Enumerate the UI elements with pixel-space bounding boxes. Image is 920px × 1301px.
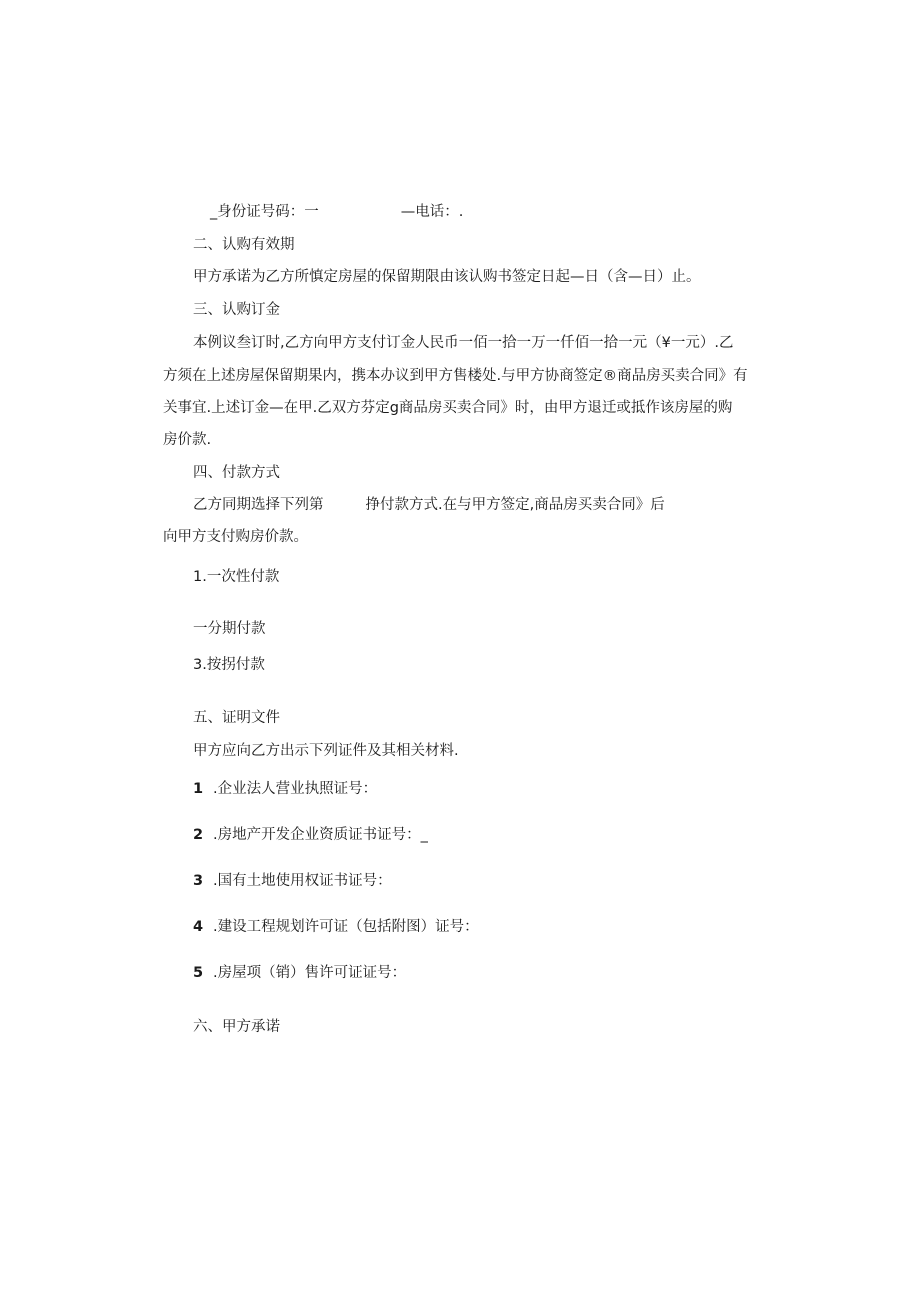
document-item bbox=[193, 779, 377, 799]
paragraph-line: 关事宜.上述订金—在甲.乙双方芬定g商品房买卖合同》时，由甲方退迁或抵作该房屋的购 bbox=[163, 400, 733, 416]
document-item-text: .国有土地使用权证书证号： bbox=[213, 873, 392, 889]
document-item bbox=[193, 963, 406, 983]
phone-label: —电话：. bbox=[400, 204, 464, 220]
document-item-number: 2 bbox=[193, 827, 204, 843]
id-phone-line bbox=[210, 202, 463, 222]
section-heading-promises: 六、甲方承诺 bbox=[193, 1019, 280, 1035]
document-item bbox=[193, 825, 428, 845]
document-item-text: .企业法人营业执照证号： bbox=[213, 781, 378, 797]
section-heading-deposit: 三、认购订金 bbox=[193, 302, 280, 318]
paragraph-line: 房价款. bbox=[163, 432, 212, 448]
document-item-text: .建设工程规划许可证（包括附图）证号： bbox=[213, 919, 479, 935]
document-item-number: 3 bbox=[193, 873, 204, 889]
section-text-validity: 甲方承诺为乙方所慎定房屋的保留期限由该认购书签定日起—日（含—日）止。 bbox=[193, 269, 701, 285]
payment-choice-text-a: 乙方同期选择下列第 bbox=[193, 497, 324, 513]
document-item bbox=[193, 917, 479, 937]
payment-option-mortgage: 3.按拐付款 bbox=[193, 657, 265, 673]
paragraph-line: 方须在上述房屋保留期果内，携本办议到甲方售楼处.与甲方协商签定®商品房买卖合同》有 bbox=[163, 368, 748, 384]
payment-option-lump-sum: 1.一次性付款 bbox=[193, 569, 280, 585]
document-item-number: 4 bbox=[193, 919, 204, 935]
section-heading-payment: 四、付款方式 bbox=[193, 465, 280, 481]
section-heading-documents: 五、证明文件 bbox=[193, 710, 280, 726]
document-item-text: .房地产开发企业资质证书证号：_ bbox=[213, 827, 428, 843]
section-heading-validity: 二、认购有效期 bbox=[193, 237, 295, 253]
payment-choice-text-b: 挣付款方式.在与甲方签定,商品房买卖合同》后 bbox=[365, 497, 665, 513]
payment-choice-line bbox=[193, 495, 665, 515]
documents-intro: 甲方应向乙方出示下列证件及其相关材料. bbox=[193, 743, 459, 759]
document-item-number: 5 bbox=[193, 965, 204, 981]
document-item-number: 1 bbox=[193, 781, 204, 797]
payment-option-installment: 一分期付款 bbox=[193, 621, 266, 637]
document-item bbox=[193, 871, 392, 891]
id-number-label: _身份证号码：一 bbox=[210, 204, 319, 220]
document-item-text: .房屋项（销）售许可证证号： bbox=[213, 965, 407, 981]
payment-choice-text-c: 向甲方支付购房价款。 bbox=[163, 529, 308, 545]
paragraph-line: 本例议叁订时,乙方向甲方支付订金人民币一佰一拾一万一仟佰一拾一元（¥一元）.乙 bbox=[193, 335, 734, 351]
